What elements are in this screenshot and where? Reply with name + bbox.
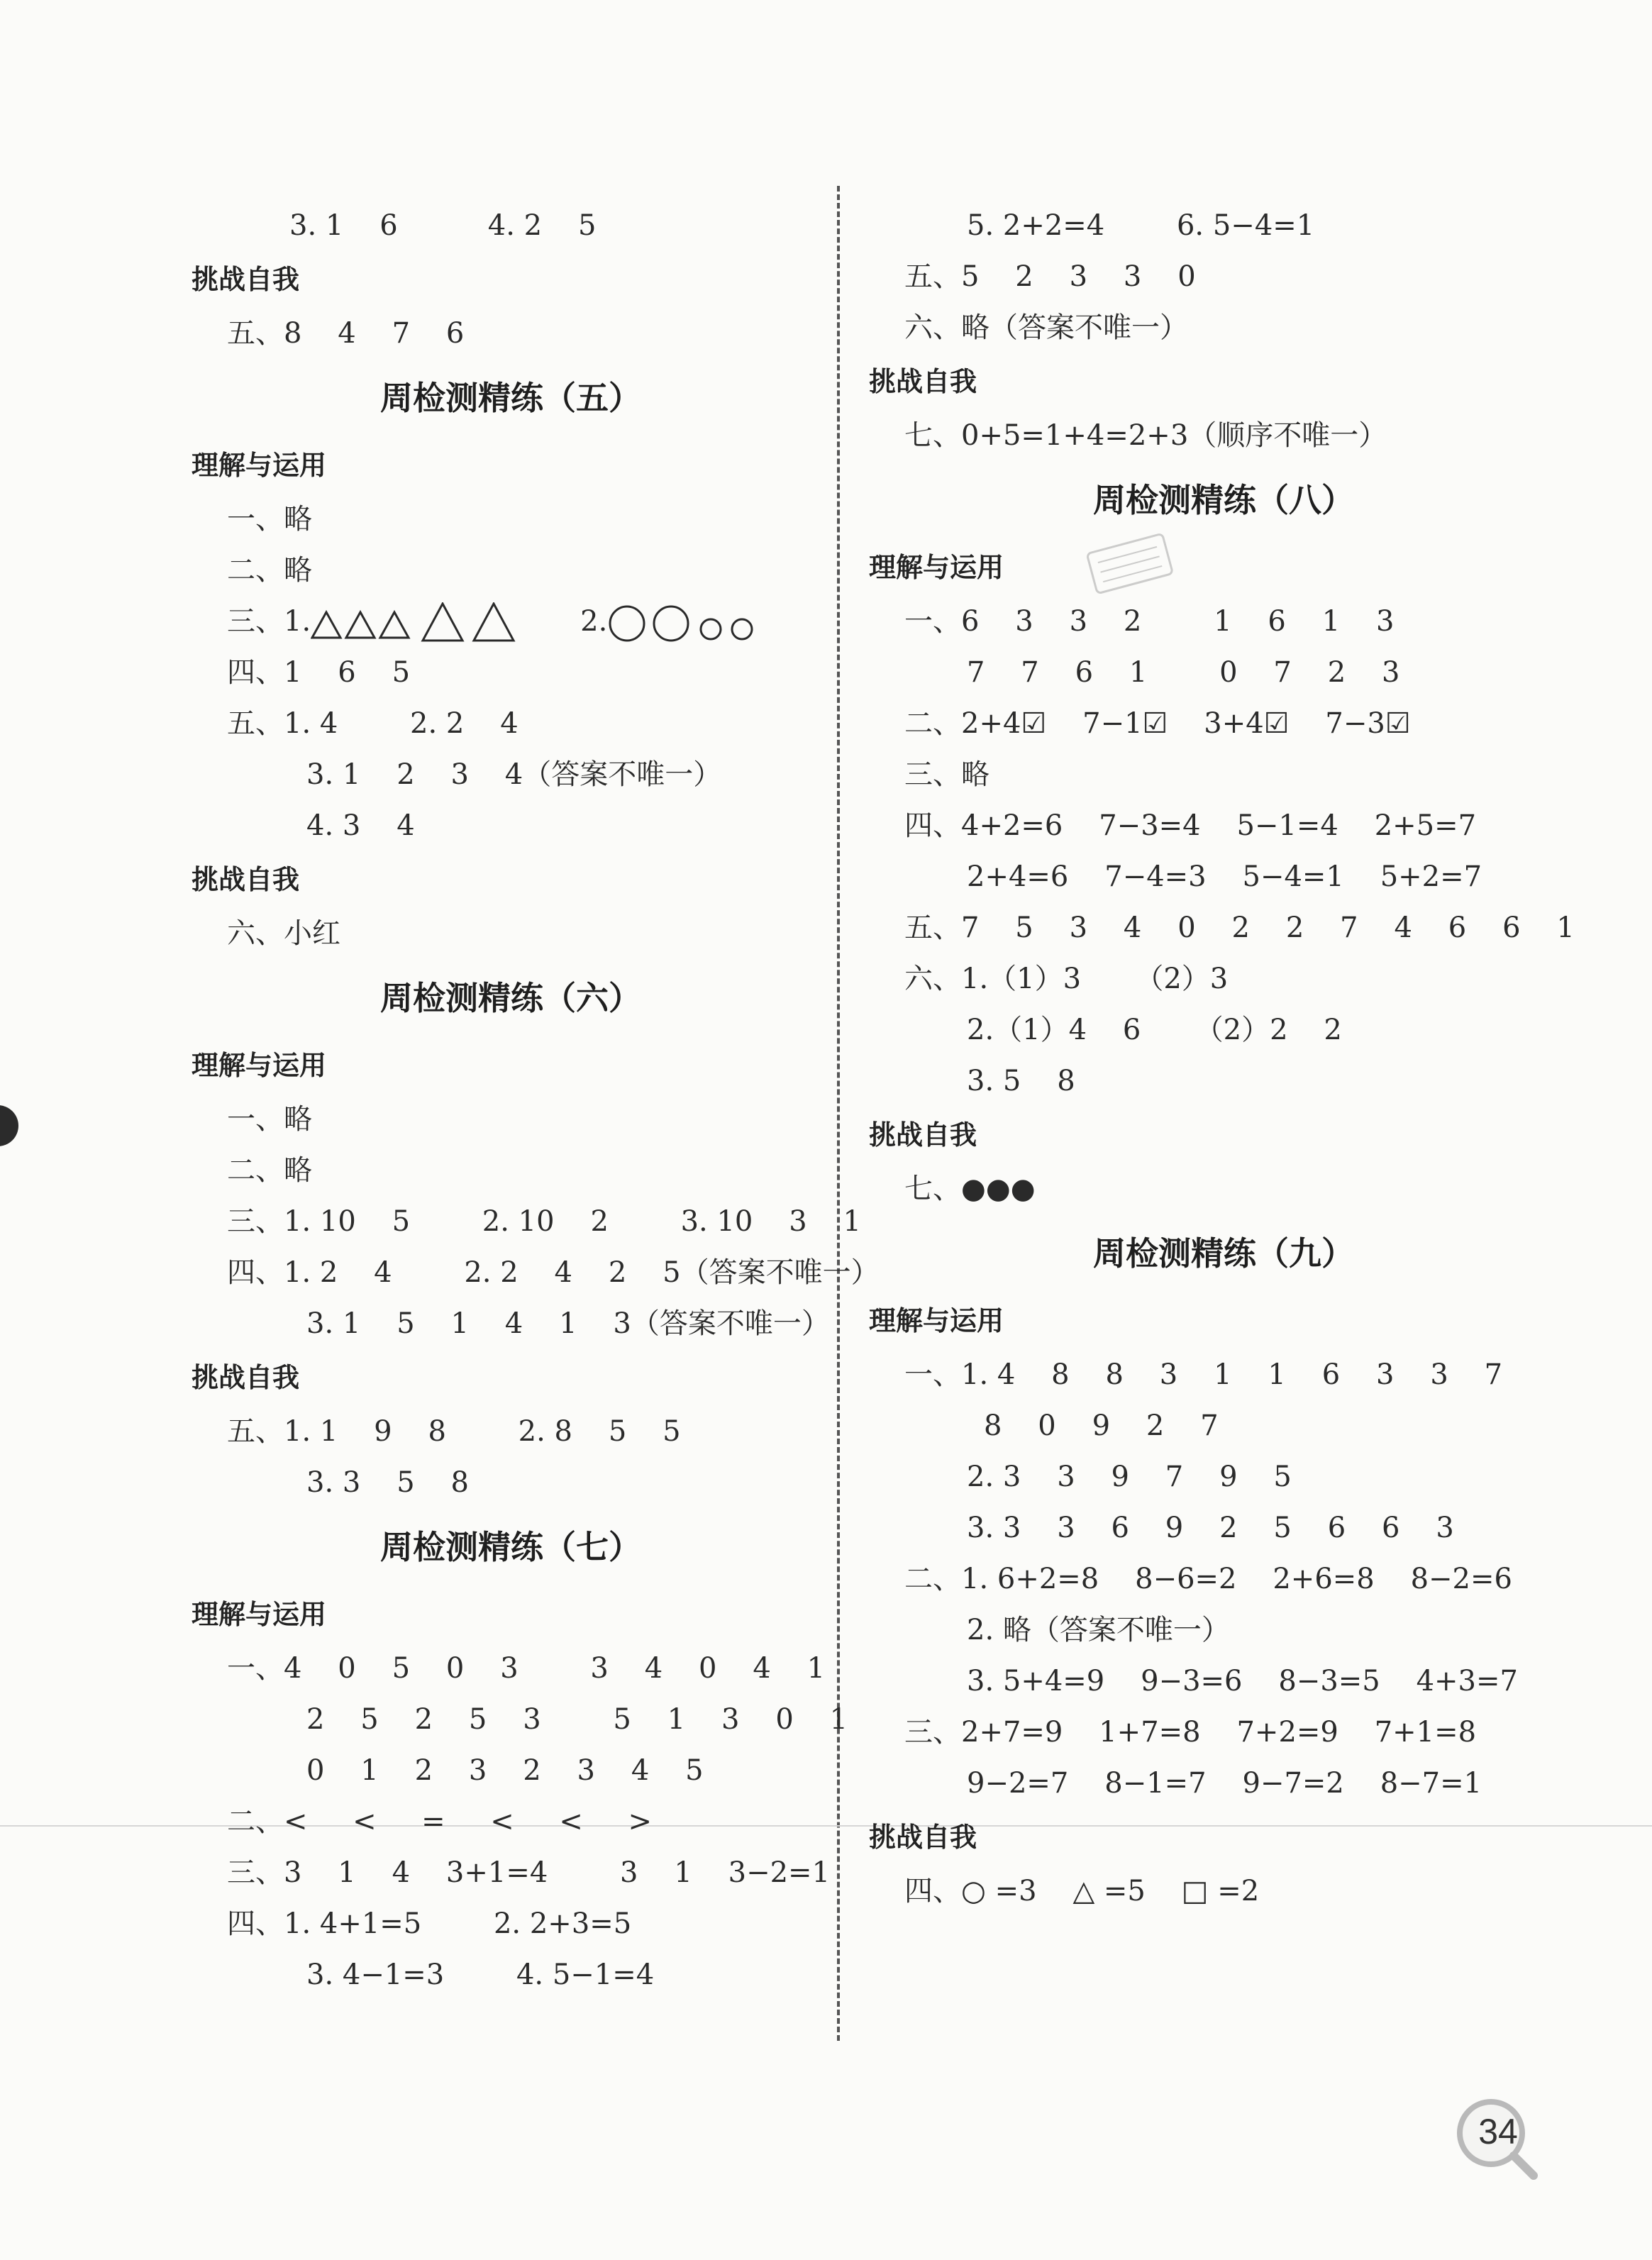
answer-line: 六、1.（1）3 （2）3 [904,963,1229,995]
answer-line: 3. 4−1=3 4. 5−1=4 [306,1959,655,1991]
answer-line: 三、3 1 4 3+1=4 3 1 3−2=1 [227,1856,831,1889]
answer-line: 四、4+2=6 7−3=4 5−1=4 2+5=7 [904,809,1477,842]
answer-line: 二、略 [227,1154,312,1187]
answer-line: 五、5 2 3 3 0 [904,260,1196,293]
answer-line: 四、1. 4+1=5 2. 2+3=5 [227,1907,632,1940]
section-title-6: 周检测精练（六） [380,979,641,1017]
answer-line: 9−2=7 8−1=7 9−7=2 8−7=1 [967,1767,1482,1800]
answer-line: 五、7 5 3 4 0 2 2 7 4 6 6 1 [904,912,1575,944]
section-label: 理解与运用 [869,1305,1004,1336]
answer-line: 七、0+5=1+4=2+3（顺序不唯一） [904,419,1387,452]
answer-line: 一、4 0 5 0 3 3 4 0 4 1 [227,1652,826,1685]
answer-line: 3. 3 5 8 [306,1466,469,1499]
left-column [192,200,880,2000]
answer-line: 2 5 2 5 3 5 1 3 0 1 [306,1703,848,1736]
answer-line: 六、小红 [227,917,340,950]
page-number: 34 [1478,2112,1518,2151]
answer-line: 七、●●● [904,1173,1036,1205]
answer-line: 五、8 4 7 6 [227,317,465,350]
answer-line: 四、1 6 5 [227,656,411,689]
answer-line: 二、2+4☑ 7−1☑ 3+4☑ 7−3☑ [904,707,1411,740]
challenge-label: 挑战自我 [869,366,977,397]
answer-line: 3. 5+4=9 9−3=6 8−3=5 4+3=7 [967,1665,1518,1697]
answer-line: 二、略 [227,554,312,587]
answer-line: 二、1. 6+2=8 8−6=2 2+6=8 8−2=6 [904,1563,1512,1595]
answer-line: 2.（1）4 6 （2）2 2 [967,1014,1342,1046]
answer-line: 六、略（答案不唯一） [904,311,1188,344]
answer-line: 三、1. 10 5 2. 10 2 3. 10 3 1 [227,1205,862,1238]
answer-line-shapes [192,596,830,647]
edge-tab-marker [0,1105,18,1146]
section-label: 理解与运用 [192,1599,327,1630]
answer-line: 一、略 [227,503,312,536]
answer-line: 三、2+7=9 1+7=8 7+2=9 7+1=8 [904,1716,1477,1749]
answer-line: 五、1. 1 9 8 2. 8 5 5 [227,1415,681,1448]
answer-line: 一、1. 4 8 8 3 1 1 6 3 3 7 [904,1358,1503,1391]
circles-icon [607,602,785,645]
answer-line: 四、○ =3 △ =5 □ =2 [904,1875,1260,1907]
section-title-5: 周检测精练（五） [380,379,641,417]
stamp-watermark-icon [1078,528,1185,599]
triangles-icon [311,602,523,645]
section-title-9: 周检测精练（九） [1093,1234,1354,1273]
section-label: 理解与运用 [869,552,1004,583]
answer-line: 3. 5 8 [967,1065,1075,1097]
answer-line: 3. 1 6 4. 2 5 [289,209,597,242]
answer-line: 五、1. 4 2. 2 4 [227,707,519,740]
answer-line: 2. 略（答案不唯一） [967,1614,1230,1646]
answer-line: 2+4=6 7−4=3 5−4=1 5+2=7 [967,860,1482,893]
column-divider [837,186,840,2041]
answer-line: 7 7 6 1 0 7 2 3 [967,656,1400,689]
challenge-label: 挑战自我 [869,1822,977,1853]
answer-line: 一、略 [227,1103,312,1136]
right-column [869,200,1578,1917]
section-label: 理解与运用 [192,450,327,481]
challenge-label: 挑战自我 [192,864,300,895]
section-title-7: 周检测精练（七） [380,1528,641,1566]
answer-line: 3. 1 5 1 4 1 3（答案不唯一） [306,1307,830,1340]
answer-line: 3. 1 2 3 4（答案不唯一） [306,758,722,791]
answer-line: 2. 3 3 9 7 9 5 [967,1461,1292,1493]
challenge-label: 挑战自我 [869,1119,977,1151]
answer-line: 0 1 2 3 2 3 4 5 [306,1754,704,1787]
answer-line: 3. 3 3 6 9 2 5 6 6 3 [967,1512,1454,1544]
answer-line: 8 0 9 2 7 [984,1409,1219,1442]
answer-line: 4. 3 4 [306,809,415,842]
section-title-8: 周检测精练（八） [1093,481,1354,519]
challenge-label: 挑战自我 [192,1362,300,1393]
challenge-label: 挑战自我 [192,264,300,295]
shapes-mid: 2. [580,605,608,638]
answer-line: 四、1. 2 4 2. 2 4 2 5（答案不唯一） [227,1256,880,1289]
answer-line: 5. 2+2=4 6. 5−4=1 [967,209,1315,242]
answer-line: 二、< < = < < > [227,1805,652,1838]
section-label: 理解与运用 [192,1050,327,1081]
answer-line: 一、6 3 3 2 1 6 1 3 [904,605,1395,638]
shapes-prefix: 三、1. [227,605,311,638]
answer-line: 三、略 [904,758,989,791]
